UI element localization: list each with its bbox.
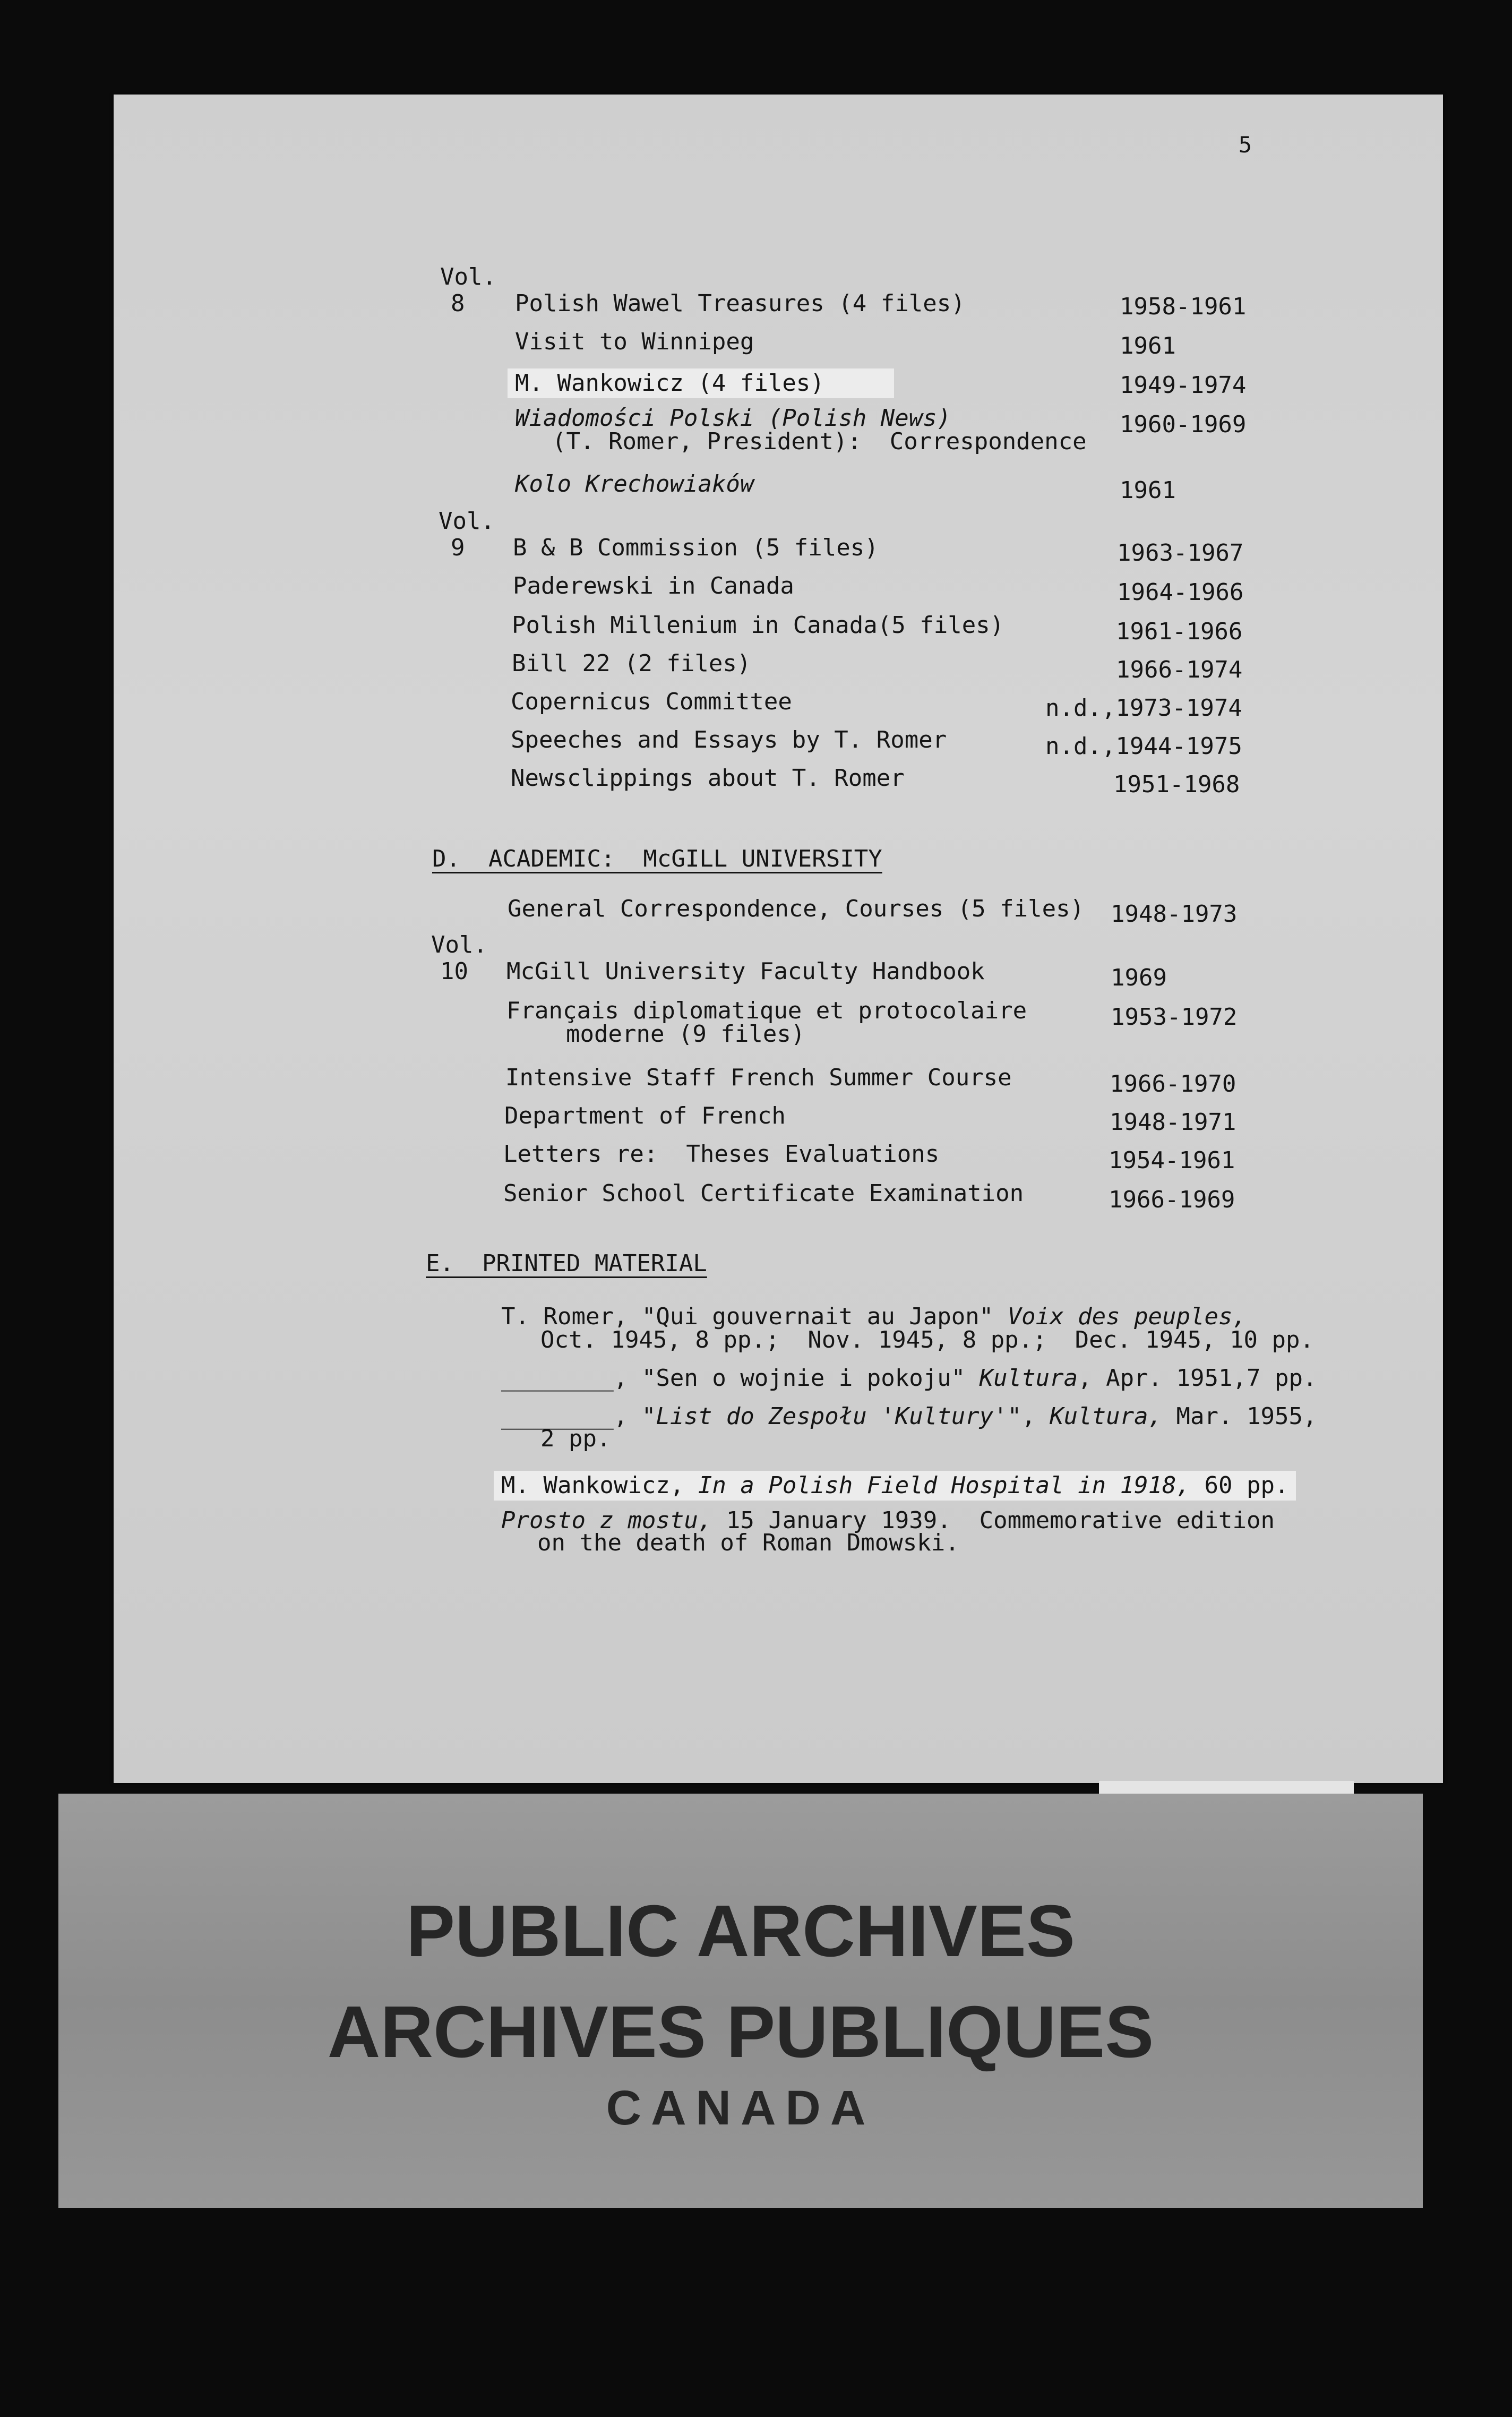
entry-text: 60 pp. [1190, 1472, 1289, 1499]
entry-title: M. Wankowicz (4 files) [508, 368, 894, 398]
entry-text: M. Wankowicz, [501, 1472, 698, 1499]
entry-title: Copernicus Committee [511, 688, 792, 715]
entry-text: ________, "Sen o wojnie i pokoju" [501, 1365, 980, 1392]
entry-date: 1961-1966 [1116, 618, 1243, 645]
vol-number: 10 [440, 958, 468, 985]
entry-periodical: Voix des peuples, [1007, 1303, 1247, 1330]
entry-date: 1960-1969 [1120, 411, 1247, 438]
entry-subtitle: moderne (9 files) [566, 1021, 805, 1048]
entry-date: 1953-1972 [1111, 1004, 1238, 1031]
entry-title: Speeches and Essays by T. Romer [511, 726, 947, 753]
entry-date: 1954-1961 [1109, 1147, 1235, 1174]
entry-date: 1966-1969 [1109, 1186, 1235, 1213]
entry-periodical: Kultura [979, 1365, 1078, 1392]
entry-text: T. Romer, "Qui gouvernait au Japon" [501, 1303, 1008, 1330]
entry-text: ________, [501, 1403, 642, 1430]
entry-date: 1949-1974 [1120, 372, 1247, 399]
entry-date: 1964-1966 [1117, 579, 1244, 606]
entry-date: 1966-1974 [1116, 656, 1243, 683]
bibliography-entry [501, 1405, 1317, 1428]
archive-label-line: ARCHIVES PUBLIQUES [327, 1991, 1154, 2073]
entry-article: "List do Zespołu 'Kultury'" [641, 1403, 1022, 1430]
entry-title: Paderewski in Canada [513, 572, 794, 599]
page-number: 5 [1238, 132, 1252, 158]
entry-text: Mar. 1955, [1162, 1403, 1317, 1430]
entry-date: 1969 [1111, 964, 1167, 991]
entry-title: Department of French [504, 1102, 786, 1129]
entry-title: Senior School Certificate Examination [503, 1180, 1024, 1207]
entry-title: Polish Wawel Treasures (4 files) [515, 290, 965, 317]
entry-continuation: on the death of Roman Dmowski. [537, 1529, 959, 1556]
entry-date: 1948-1973 [1111, 901, 1238, 928]
entry-date: n.d.,1944-1975 [1045, 733, 1242, 760]
entry-title: McGill University Faculty Handbook [506, 958, 985, 985]
bibliography-entry [494, 1471, 1296, 1501]
entry-title: Wiadomości Polski (Polish News) [515, 405, 951, 432]
entry-date: 1961 [1120, 477, 1176, 504]
vol-label: Vol. [440, 263, 496, 290]
section-heading: D. ACADEMIC: McGILL UNIVERSITY [432, 845, 882, 872]
entry-periodical: Prosto z mostu, [501, 1507, 712, 1534]
entry-date: 1948-1971 [1110, 1109, 1236, 1136]
entry-title: Polish Millenium in Canada(5 files) [512, 612, 1004, 639]
entry-title: Français diplomatique et protocolaire [506, 997, 1027, 1024]
entry-date: 1963-1967 [1117, 539, 1244, 567]
vol-number: 8 [451, 290, 465, 317]
entry-title: Letters re: Theses Evaluations [503, 1141, 940, 1168]
entry-continuation: 2 pp. [540, 1425, 611, 1452]
entry-text: , Apr. 1951,7 pp. [1078, 1365, 1317, 1392]
vol-label: Vol. [439, 508, 495, 535]
entry-text: 15 January 1939. Commemorative edition [712, 1507, 1275, 1534]
entry-title: Intensive Staff French Summer Course [505, 1064, 1012, 1091]
entry-book-title: In a Polish Field Hospital in 1918, [698, 1472, 1191, 1499]
entry-title: Kolo Krechowiaków [515, 470, 754, 498]
entry-date: 1966-1970 [1110, 1070, 1236, 1098]
entry-date: 1951-1968 [1113, 771, 1240, 798]
entry-date: n.d.,1973-1974 [1045, 695, 1242, 722]
bibliography-entry [501, 1305, 1247, 1329]
entry-title: Bill 22 (2 files) [512, 650, 751, 677]
archive-label-line: PUBLIC ARCHIVES [406, 1890, 1075, 1972]
entry-title: Newsclippings about T. Romer [511, 765, 905, 792]
vol-number: 9 [451, 534, 465, 561]
document-page [114, 95, 1443, 1783]
entry-title: General Correspondence, Courses (5 files) [508, 895, 1085, 922]
archive-stamp-card [58, 1794, 1423, 2208]
entry-date: 1958-1961 [1120, 293, 1247, 320]
entry-title: B & B Commission (5 files) [513, 534, 879, 561]
archive-label-line: CANADA [606, 2081, 875, 2135]
entry-subtitle: (T. Romer, President): Correspondence [552, 428, 1087, 455]
entry-text: , [1021, 1403, 1050, 1430]
entry-periodical: Kultura, [1050, 1403, 1163, 1430]
vol-label: Vol. [431, 931, 487, 958]
entry-title: Visit to Winnipeg [515, 328, 754, 355]
bibliography-entry [501, 1367, 1317, 1390]
entry-date: 1961 [1120, 332, 1176, 359]
section-heading: E. PRINTED MATERIAL [426, 1250, 707, 1277]
entry-continuation: Oct. 1945, 8 pp.; Nov. 1945, 8 pp.; Dec. 1945, 10 pp. [540, 1326, 1314, 1353]
